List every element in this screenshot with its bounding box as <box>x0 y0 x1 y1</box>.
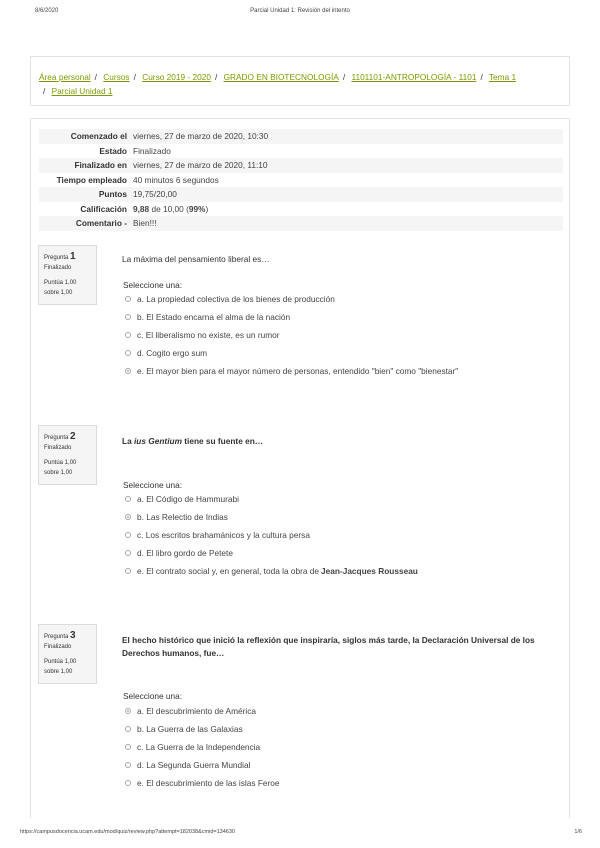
question-number: Pregunta 3 <box>44 630 76 641</box>
question-info <box>38 624 97 684</box>
answer-option[interactable]: d. Cogito ergo sum <box>125 344 458 362</box>
summary-label: Calificación <box>80 203 127 214</box>
summary-row-comment <box>39 216 563 231</box>
summary-label: Comenzado el <box>70 131 127 142</box>
summary-label: Finalizado en <box>74 160 127 171</box>
radio-icon[interactable] <box>125 568 131 574</box>
summary-label: Tiempo empleado <box>56 174 127 185</box>
breadcrumb-grado[interactable]: GRADO EN BIOTECNOLOGÍA <box>223 72 339 82</box>
answer-option-selected[interactable]: e. El mayor bien para el mayor número de personas, entendido "bien" como "bienestar" <box>125 362 458 380</box>
summary-value: viernes, 27 de marzo de 2020, 10:30 <box>133 131 269 142</box>
answer-option[interactable]: c. El liberalismo no existe, es un rumor <box>125 326 458 344</box>
question-mark: Puntúa 1,00 <box>44 280 77 286</box>
breadcrumb-separator: / <box>342 72 346 82</box>
radio-icon[interactable] <box>125 744 131 750</box>
question-mark-max: sobre 1,00 <box>44 290 73 296</box>
radio-icon[interactable] <box>125 762 131 768</box>
radio-icon[interactable] <box>125 726 131 732</box>
select-one-label: Seleccione una: <box>123 691 183 701</box>
answer-options <box>125 702 280 792</box>
breadcrumb-tema-1[interactable]: Tema 1 <box>488 72 517 82</box>
radio-icon[interactable] <box>125 496 131 502</box>
summary-row-finished <box>39 158 563 173</box>
summary-row-time-taken <box>39 173 563 188</box>
answer-options <box>125 490 418 580</box>
print-url: https://campusdocencia.ucam.edu/mod/quiz/review.php?attempt=182038&cmid=134630 <box>20 829 235 835</box>
breadcrumb-antropologia[interactable]: 1101101-ANTROPOLOGÍA - 1101 <box>351 72 477 82</box>
grade-of: de 10,00 ( <box>149 203 189 214</box>
radio-icon[interactable] <box>125 332 131 338</box>
select-one-label: Seleccione una: <box>123 480 183 490</box>
summary-row-points <box>39 187 563 202</box>
answer-option-selected[interactable]: a. El descubrimiento de América <box>125 702 280 720</box>
answer-option[interactable]: a. El Código de Hammurabi <box>125 490 418 508</box>
answer-option[interactable]: a. La propiedad colectiva de los bienes de producción <box>125 290 458 308</box>
breadcrumb-curso-2019-2020[interactable]: Curso 2019 - 2020 <box>142 72 211 82</box>
question-state: Finalizado <box>44 644 72 650</box>
breadcrumb-separator: / <box>94 72 97 82</box>
answer-option[interactable]: d. El libro gordo de Petete <box>125 544 418 562</box>
question-info <box>38 425 97 485</box>
summary-label: Comentario - <box>75 218 127 229</box>
attempt-summary <box>30 118 570 238</box>
question-text: La ius Gentium tiene su fuente en… <box>122 436 264 446</box>
summary-value: 40 minutos 6 segundos <box>133 174 219 185</box>
question-mark-max: sobre 1,00 <box>44 669 73 675</box>
summary-label: Estado <box>99 145 127 156</box>
answer-option[interactable]: b. El Estado encarna el alma de la nación <box>125 308 458 326</box>
answer-option-selected[interactable]: b. Las Relectio de Indias <box>125 508 418 526</box>
answer-option[interactable]: c. Los escritos brahamánicos y la cultura persa <box>125 526 418 544</box>
breadcrumb-area-personal[interactable]: Área personal <box>39 72 91 82</box>
answer-option[interactable]: c. La Guerra de la Independencia <box>125 738 280 756</box>
answer-option[interactable]: e. El descubrimiento de las islas Feroe <box>125 774 280 792</box>
radio-icon[interactable] <box>125 532 131 538</box>
question-state: Finalizado <box>44 445 72 451</box>
radio-icon[interactable] <box>125 296 131 302</box>
breadcrumb-cursos[interactable]: Cursos <box>103 72 130 82</box>
radio-checked-icon[interactable] <box>125 368 131 374</box>
grade-close: ) <box>205 203 209 214</box>
summary-value: 19,75/20,00 <box>133 189 177 200</box>
question-text: El hecho histórico que inició la reflexión que inspiraría, siglos más tarde, la Declaración Universal de los Derechos humanos, fue… <box>122 635 535 658</box>
summary-row-started <box>39 129 563 144</box>
breadcrumb-separator: / <box>43 86 46 96</box>
select-one-label: Seleccione una: <box>123 280 183 290</box>
radio-icon[interactable] <box>125 780 131 786</box>
radio-icon[interactable] <box>125 350 131 356</box>
question-info <box>38 245 97 305</box>
answer-option[interactable]: e. El contrato social y, en general, toda la obra de Jean-Jacques Rousseau <box>125 562 418 580</box>
summary-row-grade <box>39 202 563 217</box>
answer-options <box>125 290 458 380</box>
breadcrumb-parcial-unidad-1[interactable]: Parcial Unidad 1 <box>51 86 113 96</box>
content-border-right <box>569 238 570 818</box>
summary-label: Puntos <box>98 189 127 200</box>
answer-option[interactable]: b. La Guerra de las Galaxias <box>125 720 280 738</box>
content-border-left <box>30 238 31 818</box>
summary-value: viernes, 27 de marzo de 2020, 11:10 <box>133 160 268 171</box>
radio-checked-icon[interactable] <box>125 708 131 714</box>
breadcrumb-separator: / <box>133 72 136 82</box>
radio-checked-icon[interactable] <box>125 514 131 520</box>
grade-score: 9,88 <box>133 203 150 214</box>
answer-option[interactable]: d. La Segunda Guerra Mundial <box>125 756 280 774</box>
summary-table <box>39 129 563 231</box>
summary-value: Finalizado <box>133 145 171 156</box>
grade-percent: 99% <box>188 203 206 214</box>
question-mark-max: sobre 1,00 <box>44 470 73 476</box>
breadcrumb <box>30 56 570 106</box>
radio-icon[interactable] <box>125 314 131 320</box>
print-page-number: 1/6 <box>574 829 582 835</box>
question-mark: Puntúa 1,00 <box>44 460 77 466</box>
radio-icon[interactable] <box>125 550 131 556</box>
summary-row-state <box>39 144 563 159</box>
breadcrumb-separator: / <box>214 72 218 82</box>
question-number: Pregunta 1 <box>44 251 76 262</box>
question-text: La máxima del pensamiento liberal es… <box>122 254 270 264</box>
question-state: Finalizado <box>44 265 72 271</box>
question-mark: Puntúa 1,00 <box>44 659 77 665</box>
question-number: Pregunta 2 <box>44 431 76 442</box>
breadcrumb-separator: / <box>480 72 483 82</box>
grade-value <box>131 202 563 217</box>
print-date: 8/6/2020 <box>35 8 59 14</box>
summary-value: Bien!!! <box>133 218 157 229</box>
print-title: Parcial Unidad 1: Revisión del intento <box>250 8 350 14</box>
